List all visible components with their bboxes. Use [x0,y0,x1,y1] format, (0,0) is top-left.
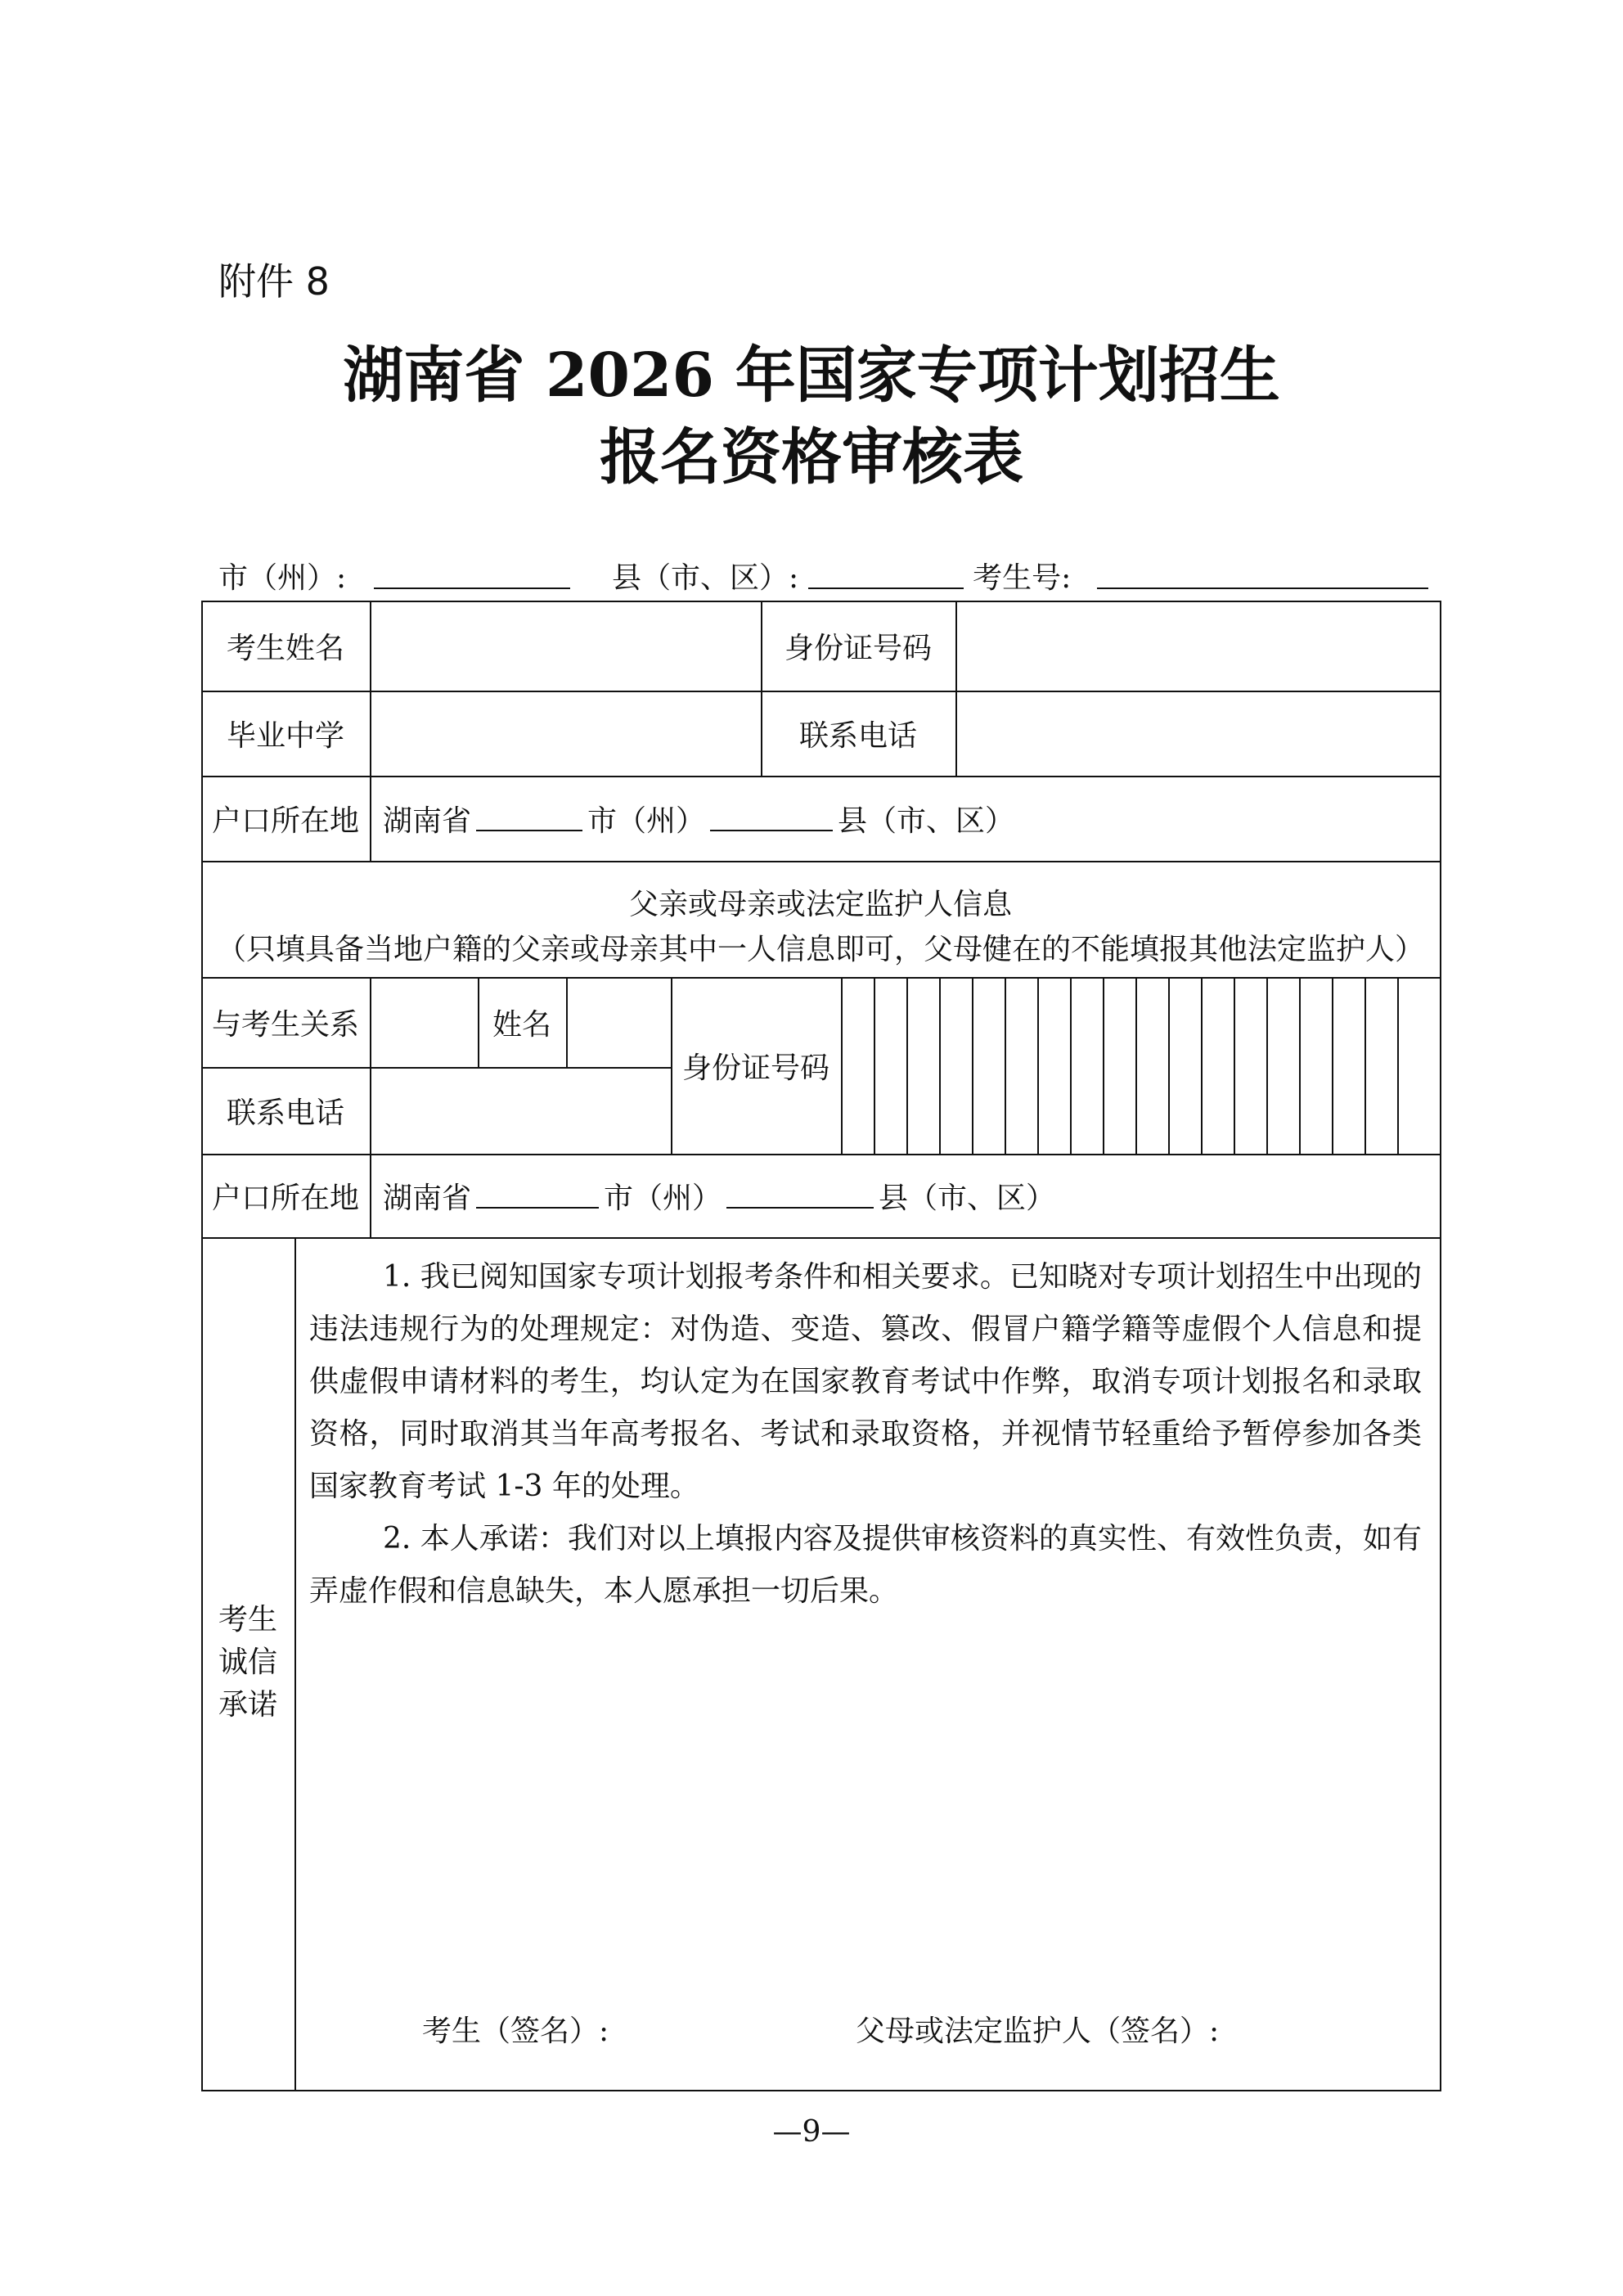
residence-county-label: 县（市、区） [838,804,1015,838]
page-number: —9— [772,2115,851,2149]
student-signature-label: 考生（签名）: [422,2015,609,2048]
pledge-label-line2: 诚信 [218,1645,277,1679]
county-label: 县（市、区）: [612,561,799,595]
phone-input[interactable] [955,691,1440,776]
guardian-residence-fields [370,1154,1440,1237]
residence-city-field[interactable] [476,805,582,831]
header-fields [218,558,1428,599]
residence-province: 湖南省 [383,804,472,838]
form-title-line1: 湖南省 2026 年国家专项计划招生 [343,340,1280,411]
relation-input[interactable] [370,977,478,1067]
guardian-residence-county-label: 县（市、区） [879,1181,1056,1215]
pledge-paragraph-1: 1. 我已阅知国家专项计划报考条件和相关要求。已知晓对专项计划招生中出现的违法违规行为的处理规定：对伪造、变造、篡改、假冒户籍学籍等虚假个人信息和提供虚假申请材料的考生，均认定为在国家教育考试中作弊，取消专项计划报名和录取资格，同时取消其当年高考报名、考试和录取资格，并视情节轻重给予暂停参加各类国家教育考试 1-3 年的处理。 [309,1260,1422,1503]
guardian-signature-label: 父母或法定监护人（签名）: [856,2015,1220,2048]
student-name-input[interactable] [370,601,761,691]
guardian-residence-province: 湖南省 [383,1181,472,1215]
guardian-id-digit-boxes[interactable] [841,977,1440,1154]
guardian-name-label: 姓名 [492,1007,551,1042]
relation-label: 与考生关系 [211,1007,359,1042]
guardian-info-title: 父亲或母亲或法定监护人信息 [628,888,1012,921]
county-field[interactable] [808,560,964,589]
exam-no-field[interactable] [1097,560,1428,589]
guardian-phone-input[interactable] [370,1067,671,1154]
guardian-name-input[interactable] [566,977,671,1067]
qualification-form-table [201,601,1441,2091]
residence-county-field[interactable] [710,805,833,831]
id-number-label: 身份证号码 [784,631,932,665]
pledge-label [201,1599,294,1727]
phone-label: 联系电话 [798,718,917,753]
guardian-residence-city-label: 市（州） [604,1181,722,1215]
guardian-residence-county-field[interactable] [726,1182,874,1209]
residence-fields [370,776,1440,861]
student-name-label: 考生姓名 [226,631,344,665]
form-title-line2: 报名资格审核表 [600,422,1023,493]
guardian-residence-label: 户口所在地 [211,1181,359,1215]
exam-no-label: 考生号: [973,561,1072,595]
guardian-info-note: （只填具备当地户籍的父亲或母亲其中一人信息即可，父母健在的不能填报其他法定监护人） [216,933,1424,966]
school-input[interactable] [370,691,761,776]
attachment-label: 附件 8 [218,259,330,304]
residence-label: 户口所在地 [211,804,359,838]
residence-city-label: 市（州） [587,804,706,838]
school-label: 毕业中学 [226,718,344,753]
pledge-text [309,1251,1422,1618]
id-number-input[interactable] [955,601,1440,691]
city-label: 市（州）: [218,561,347,595]
guardian-phone-label: 联系电话 [226,1096,344,1130]
city-field[interactable] [374,560,570,589]
guardian-id-label: 身份证号码 [681,1051,829,1085]
pledge-label-line3: 承诺 [218,1688,277,1722]
pledge-label-line1: 考生 [218,1603,277,1636]
guardian-residence-city-field[interactable] [476,1182,599,1209]
pledge-paragraph-2: 2. 本人承诺：我们对以上填报内容及提供审核资料的真实性、有效性负责，如有弄虚作假和信息缺失，本人愿承担一切后果。 [309,1522,1422,1608]
